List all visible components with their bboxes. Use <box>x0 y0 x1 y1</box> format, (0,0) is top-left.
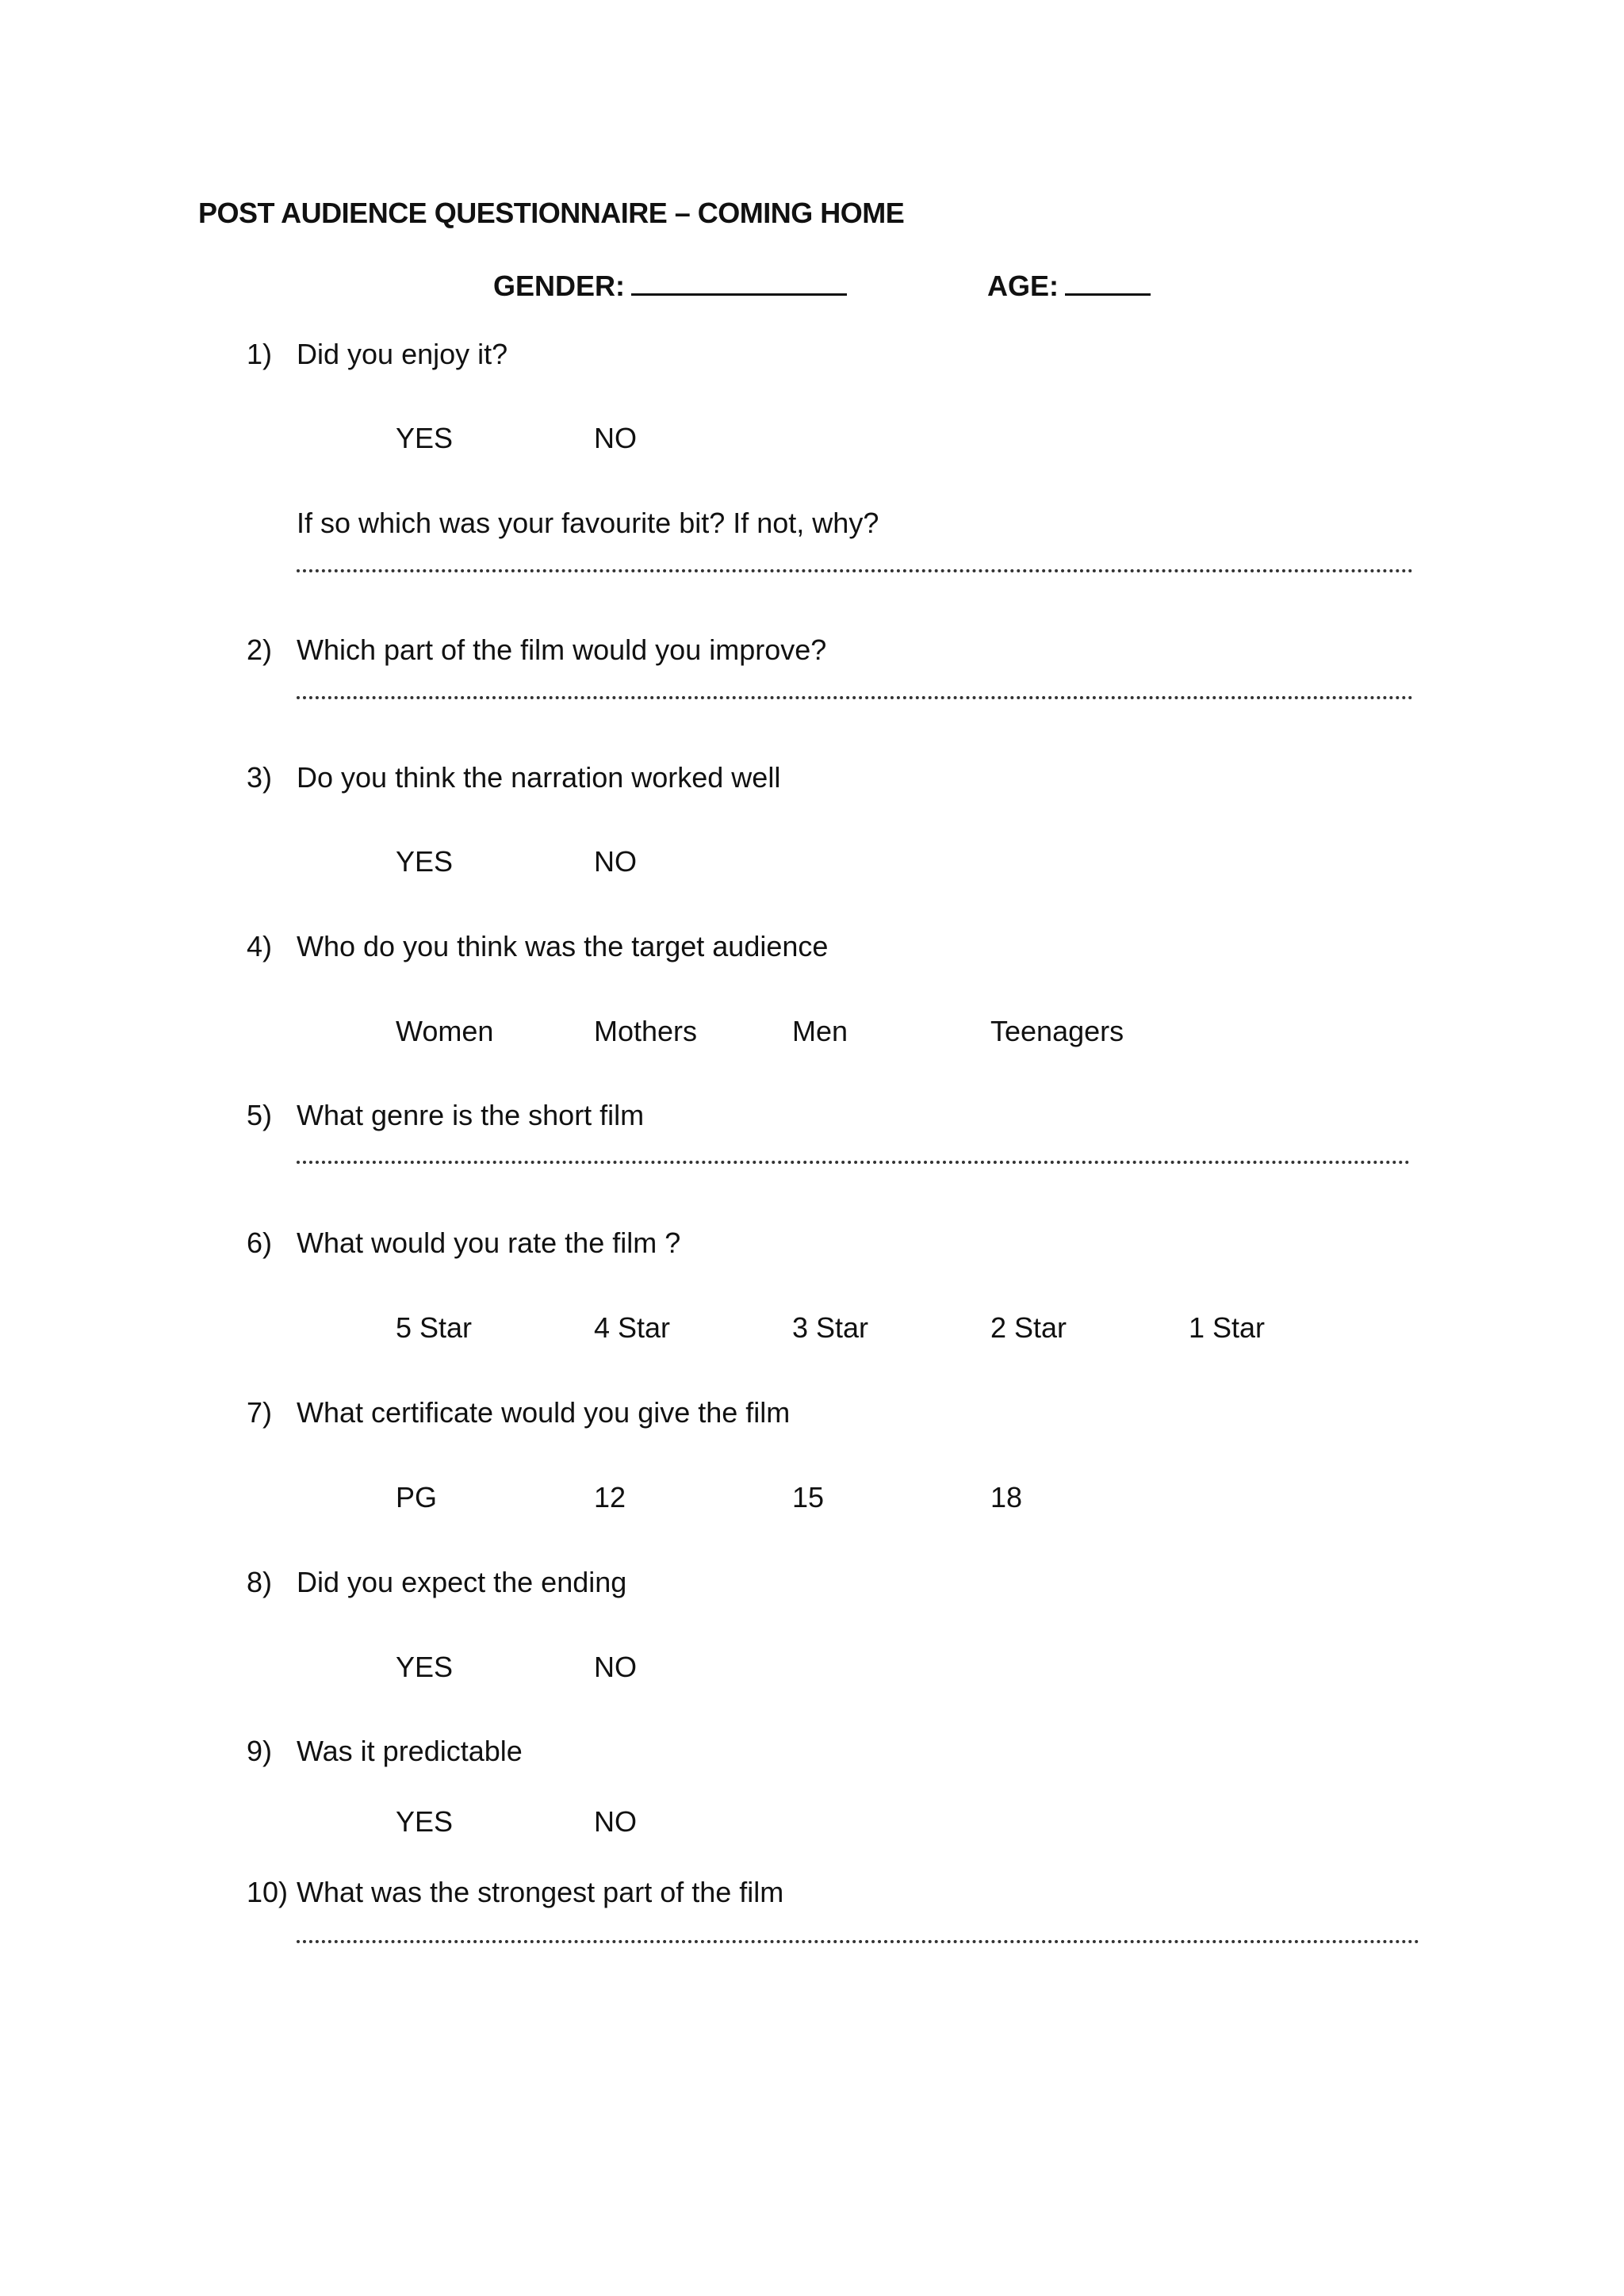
question-text: What was the strongest part of the film <box>297 1876 784 1908</box>
age-blank[interactable] <box>1065 270 1151 296</box>
question-text: Did you enjoy it? <box>297 338 508 370</box>
option-women[interactable]: Women <box>396 1015 494 1047</box>
question-number: 8) <box>247 1566 273 1598</box>
option-3-star[interactable]: 3 Star <box>792 1311 869 1344</box>
option-5-star[interactable]: 5 Star <box>396 1311 473 1344</box>
option-no[interactable]: NO <box>594 1805 637 1838</box>
option-12[interactable]: 12 <box>594 1481 626 1513</box>
gender-field[interactable] <box>493 270 847 300</box>
option-yes[interactable]: YES <box>396 422 454 454</box>
option-yes[interactable]: YES <box>396 845 454 878</box>
question-text: Was it predictable <box>297 1735 523 1767</box>
option-no[interactable]: NO <box>594 422 637 454</box>
answer-line[interactable] <box>297 1940 1419 1943</box>
question-number: 1) <box>247 338 273 370</box>
question-text: What genre is the short film <box>297 1099 645 1131</box>
question-text: What certificate would you give the film <box>297 1396 791 1429</box>
option-teenagers[interactable]: Teenagers <box>990 1015 1124 1047</box>
page-title: POST AUDIENCE QUESTIONNAIRE – COMING HOME <box>198 197 905 229</box>
question-text: Which part of the film would you improve? <box>297 633 827 666</box>
option-1-star[interactable]: 1 Star <box>1189 1311 1266 1344</box>
option-men[interactable]: Men <box>792 1015 848 1047</box>
gender-label: GENDER: <box>493 270 626 302</box>
option-no[interactable]: NO <box>594 845 637 878</box>
question-number: 3) <box>247 761 273 794</box>
question-number: 4) <box>247 930 273 962</box>
question-text: Do you think the narration worked well <box>297 761 781 794</box>
option-4-star[interactable]: 4 Star <box>594 1311 671 1344</box>
age-label: AGE: <box>987 270 1059 302</box>
answer-line[interactable] <box>297 1161 1410 1164</box>
age-field[interactable] <box>987 270 1151 300</box>
answer-line[interactable] <box>297 696 1413 699</box>
question-number: 6) <box>247 1226 273 1259</box>
option-pg[interactable]: PG <box>396 1481 438 1513</box>
question-number: 7) <box>247 1396 273 1429</box>
gender-blank[interactable] <box>631 270 847 296</box>
option-no[interactable]: NO <box>594 1651 637 1683</box>
answer-line[interactable] <box>297 569 1413 572</box>
option-15[interactable]: 15 <box>792 1481 825 1513</box>
question-text: What would you rate the film ? <box>297 1226 681 1259</box>
option-2-star[interactable]: 2 Star <box>990 1311 1067 1344</box>
question-text: Who do you think was the target audience <box>297 930 829 962</box>
question-number: 10) <box>247 1876 289 1908</box>
option-18[interactable]: 18 <box>990 1481 1023 1513</box>
option-yes[interactable]: YES <box>396 1805 454 1838</box>
question-text: Did you expect the ending <box>297 1566 627 1598</box>
option-mothers[interactable]: Mothers <box>594 1015 698 1047</box>
question-number: 2) <box>247 633 273 666</box>
option-yes[interactable]: YES <box>396 1651 454 1683</box>
question-followup: If so which was your favourite bit? If not, why? <box>297 507 879 539</box>
question-number: 5) <box>247 1099 273 1131</box>
question-number: 9) <box>247 1735 273 1767</box>
